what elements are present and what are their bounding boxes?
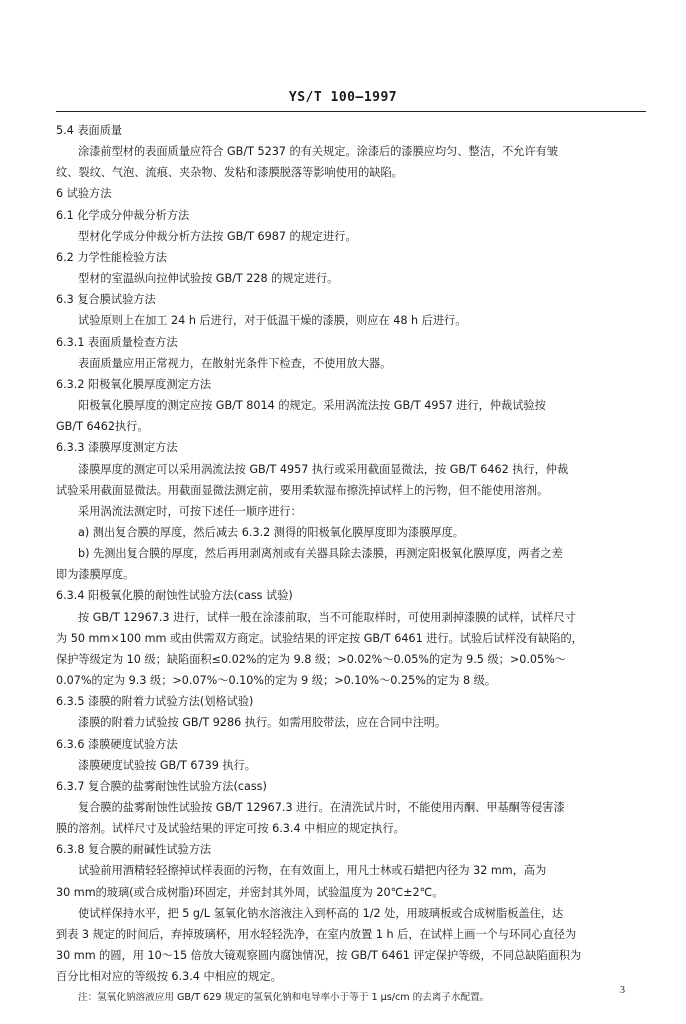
paragraph-line: 型材的室温纵向拉伸试验按 GB/T 228 的规定进行。 bbox=[78, 272, 339, 286]
section-heading: 6.3.3 漆膜厚度测定方法 bbox=[56, 441, 178, 455]
section-heading: 6.3.5 漆膜的附着力试验方法(划格试验) bbox=[56, 695, 254, 709]
paragraph-line: 试验原则上在加工 24 h 后进行，对于低温干燥的漆膜，则应在 48 h 后进行。 bbox=[78, 314, 467, 328]
paragraph-line: 纹、裂纹、气泡、流痕、夹杂物、发粘和漆膜脱落等影响使用的缺陷。 bbox=[56, 166, 403, 180]
paragraph-line: 为 50 mm×100 mm 或由供需双方商定。试验结果的评定按 GB/T 6461 进行。试验后试样没有缺陷的， bbox=[56, 631, 583, 645]
paragraph-line: 漆膜的附着力试验按 GB/T 9286 执行。如需用胶带法，应在合同中注明。 bbox=[78, 716, 447, 730]
paragraph-line: 阳极氧化膜厚度的测定应按 GB/T 8014 的规定。采用涡流法按 GB/T 4957 进行，仲裁试验按 bbox=[78, 399, 546, 413]
paragraph-line: 试验采用截面显微法。用截面显微法测定前，要用柔软湿布擦洗掉试样上的污物，但不能使用溶剂。 bbox=[56, 483, 549, 497]
paragraph-line: GB/T 6462执行。 bbox=[56, 420, 149, 434]
footnote: 注：氢氧化钠溶液应用 GB/T 629 规定的氢氧化钠和电导率小于等于 1 μs/cm 的去离子水配置。 bbox=[78, 992, 490, 1004]
header-rule bbox=[56, 111, 646, 112]
paragraph-line: 到表 3 规定的时间后，弃掉玻璃杯，用水轻轻洗净，在室内放置 1 h 后，在试样上画一个与环同心直径为 bbox=[56, 927, 577, 941]
paragraph-line: 复合膜的盐雾耐蚀性试验按 GB/T 12967.3 进行。在清洗试片时，不能使用丙酮、甲基酮等侵害漆 bbox=[78, 801, 565, 814]
section-heading: 6.3.8 复合膜的耐碱性试验方法 bbox=[56, 843, 212, 857]
paragraph-line: 30 mm 的圆，用 10～15 倍放大镜观察圆内腐蚀情况，按 GB/T 6461 评定保护等级，不同总缺陷面积为 bbox=[56, 949, 582, 963]
standard-number-header: YS/T 100—1997 bbox=[288, 90, 398, 105]
paragraph-line: 30 mm的玻璃(或合成树脂)环固定，并密封其外周，试验温度为 20℃±2℃。 bbox=[56, 885, 444, 899]
section-heading: 6.3.6 漆膜硬度试验方法 bbox=[56, 737, 178, 751]
paragraph-line: 百分比相对应的等级按 6.3.4 中相应的规定。 bbox=[56, 970, 282, 984]
paragraph-line: 涂漆前型材的表面质量应符合 GB/T 5237 的有关规定。涂漆后的漆膜应均匀、整洁，不允许有皱 bbox=[78, 145, 559, 159]
section-heading: 6 试验方法 bbox=[56, 187, 112, 201]
paragraph-line: 采用涡流法测定时，可按下述任一顺序进行： bbox=[78, 504, 302, 518]
section-heading: 6.3.4 阳极氧化膜的耐蚀性试验方法(cass 试验) bbox=[56, 589, 293, 603]
paragraph-line: 表面质量应用正常视力，在散射光条件下检查，不使用放大器。 bbox=[78, 356, 392, 370]
paragraph-line: 即为漆膜厚度。 bbox=[56, 568, 135, 582]
section-heading: 6.2 力学性能检验方法 bbox=[56, 250, 167, 264]
section-heading: 5.4 表面质量 bbox=[56, 124, 123, 137]
section-heading: 6.1 化学成分仲裁分析方法 bbox=[56, 208, 190, 222]
paragraph-line: 保护等级定为 10 级；缺陷面积≤0.02%的定为 9.8 级；>0.02%～0.05%的定为 9.5 级；>0.05%～ bbox=[56, 652, 566, 666]
paragraph-line: 使试样保持水平，把 5 g/L 氢氧化钠水溶液注入到杯高的 1/2 处，用玻璃板或合成树脂板盖住，达 bbox=[78, 906, 564, 920]
paragraph-line: 按 GB/T 12967.3 进行，试样一般在涂漆前取，当不可能取样时，可使用剥掉漆膜的试样，试样尺寸 bbox=[78, 610, 576, 624]
paragraph-line: 型材化学成分仲裁分析方法按 GB/T 6987 的规定进行。 bbox=[78, 229, 357, 243]
section-heading: 6.3.2 阳极氧化膜厚度测定方法 bbox=[56, 377, 212, 391]
paragraph-line: 漆膜厚度的测定可以采用涡流法按 GB/T 4957 执行或采用截面显微法，按 GB/T 6462 执行，仲裁 bbox=[78, 462, 569, 476]
paragraph-line: b) 先测出复合膜的厚度，然后再用剥离剂或有关器具除去漆膜，再测定阳极氧化膜厚度，两者之差 bbox=[78, 547, 563, 561]
paragraph-line: 0.07%的定为 9.3 级；>0.07%～0.10%的定为 9 级；>0.10%～0.25%的定为 8 级。 bbox=[56, 674, 497, 688]
page-number: 3 bbox=[620, 985, 625, 996]
paragraph-line: 漆膜硬度试验按 GB/T 6739 执行。 bbox=[78, 758, 256, 772]
section-heading: 6.3.1 表面质量检查方法 bbox=[56, 335, 178, 349]
section-heading: 6.3.7 复合膜的盐雾耐蚀性试验方法(cass) bbox=[56, 779, 267, 793]
section-heading: 6.3 复合膜试验方法 bbox=[56, 293, 156, 307]
document-body bbox=[56, 120, 646, 1008]
paragraph-line: a) 测出复合膜的厚度，然后减去 6.3.2 测得的阳极氧化膜厚度即为漆膜厚度。 bbox=[78, 525, 464, 539]
paragraph-line: 膜的溶剂。试样尺寸及试验结果的评定可按 6.3.4 中相应的规定执行。 bbox=[56, 822, 405, 836]
paragraph-line: 试验前用酒精轻轻擦掉试样表面的污物，在有效面上，用凡士林或石蜡把内径为 32 mm，高为 bbox=[78, 864, 547, 878]
